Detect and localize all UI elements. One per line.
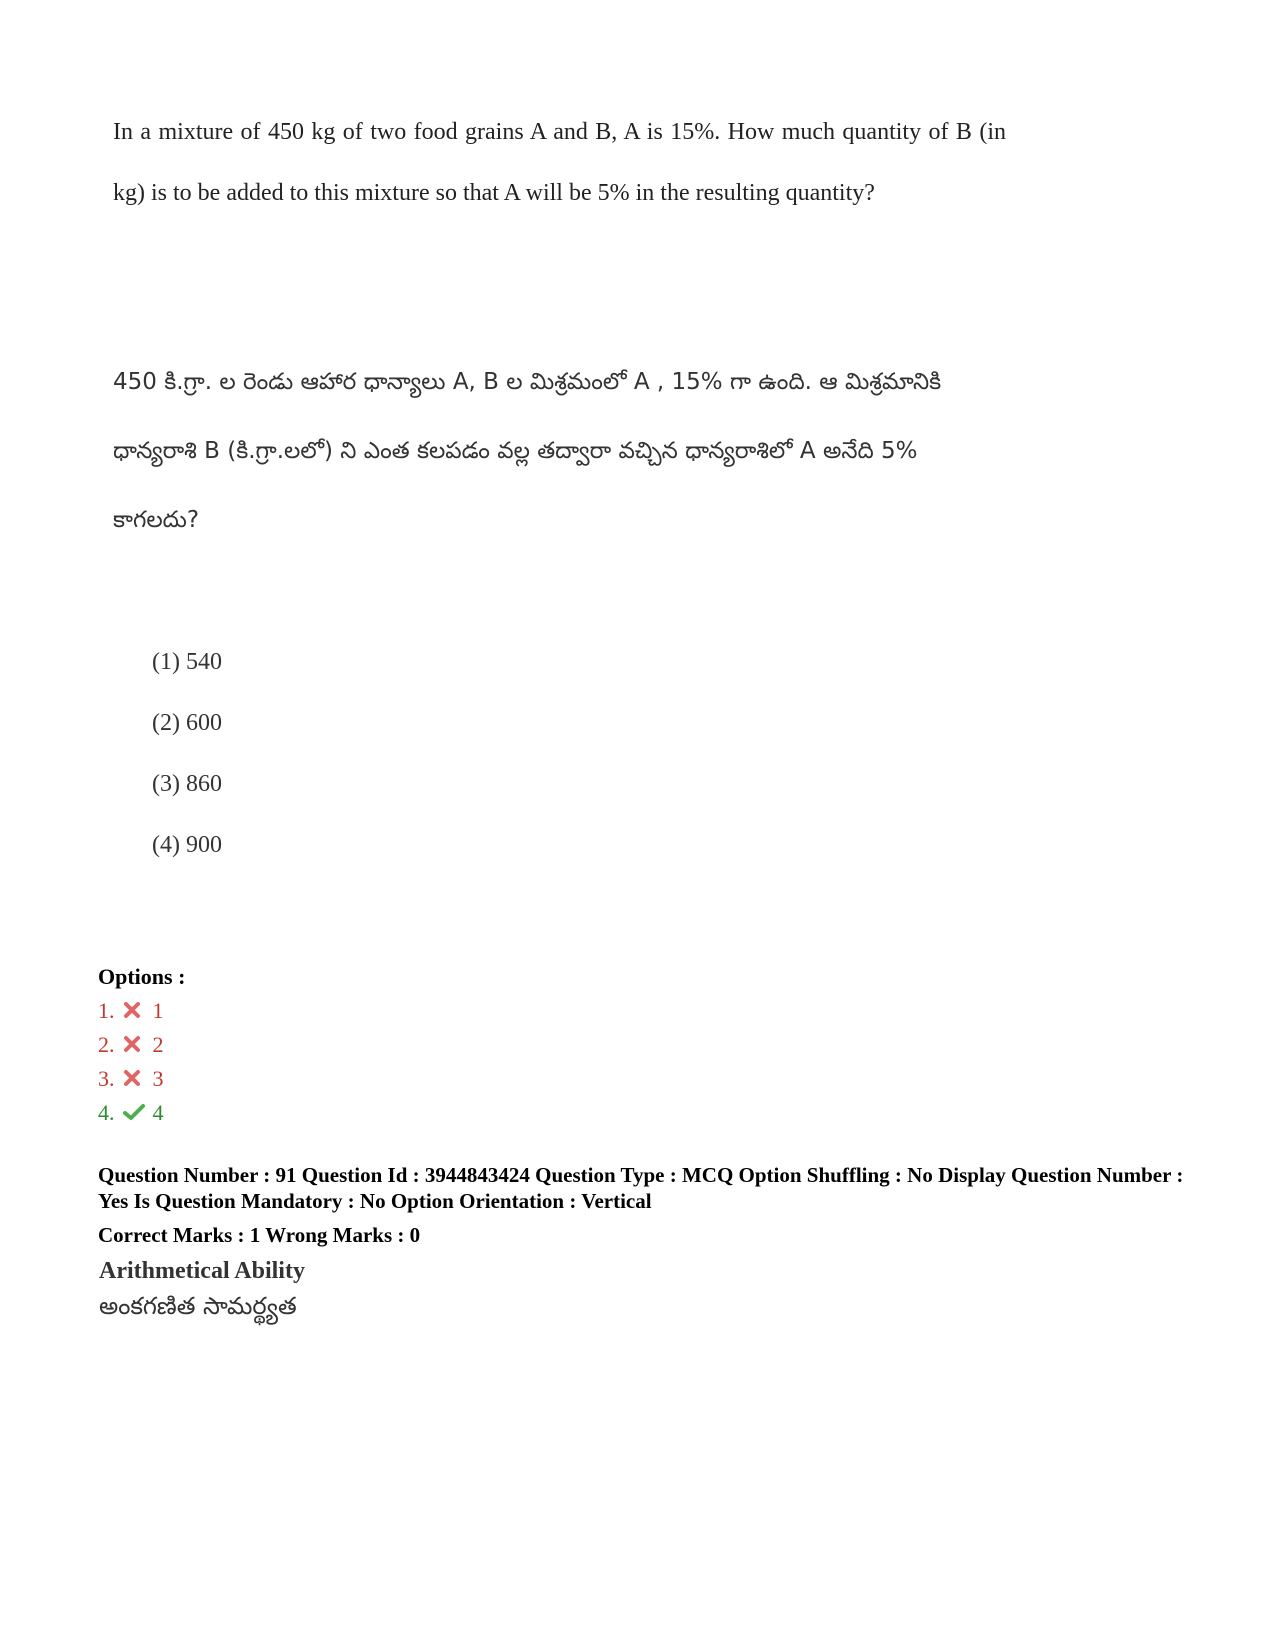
cross-icon xyxy=(123,1029,145,1051)
option-number: 1. xyxy=(98,998,115,1023)
option-value: 1 xyxy=(152,998,164,1023)
question-text-telugu: 450 కి.గ్రా. ల రెండు ఆహార ధాన్యాలు A, B ల మిశ్రమంలో A , 15% గా ఉంది. ఆ మిశ్రమానికి ధాన్యరాశి B (కి.గ్రా.లలో) ని ఎంత కలపడం వల్ల తద్వారా వచ్చిన ధాన్యరాశిలో A అనేది 5% కాగలదు? xyxy=(113,369,942,533)
option-row xyxy=(98,994,185,1028)
option-value: 4 xyxy=(152,1100,164,1125)
option-value: 3 xyxy=(152,1066,164,1091)
question-choices xyxy=(152,632,222,876)
section-title-english: Arithmetical Ability xyxy=(99,1258,305,1284)
question-choice: (3) 860 xyxy=(152,771,222,797)
option-number: 2. xyxy=(98,1032,115,1057)
marks-info: Correct Marks : 1 Wrong Marks : 0 xyxy=(98,1223,421,1247)
check-icon xyxy=(123,1097,145,1119)
option-row xyxy=(98,1062,185,1096)
option-row xyxy=(98,1028,185,1062)
question-choice: (2) 600 xyxy=(152,710,222,736)
question-choice: (4) 900 xyxy=(152,832,222,858)
options-heading: Options : xyxy=(98,964,186,989)
options-block xyxy=(98,960,185,1130)
cross-icon xyxy=(123,1063,145,1085)
question-text-english: In a mixture of 450 kg of two food grains A and B, A is 15%. How much quantity of B (in kg) is to be added to this mixture so that A will be 5% in the resulting quantity? xyxy=(113,119,1006,206)
section-title-telugu: అంకగణిత సామర్థ్యత xyxy=(99,1292,297,1320)
option-number: 4. xyxy=(98,1100,115,1125)
option-number: 3. xyxy=(98,1066,115,1091)
option-row xyxy=(98,1096,185,1130)
option-value: 2 xyxy=(152,1032,164,1057)
question-metadata: Question Number : 91 Question Id : 3944843424 Question Type : MCQ Option Shuffling : No Display Question Number : Yes Is Question Mandatory : No Option Orientation : Vertical xyxy=(98,1163,1184,1213)
question-choice: (1) 540 xyxy=(152,649,222,675)
cross-icon xyxy=(123,995,145,1017)
